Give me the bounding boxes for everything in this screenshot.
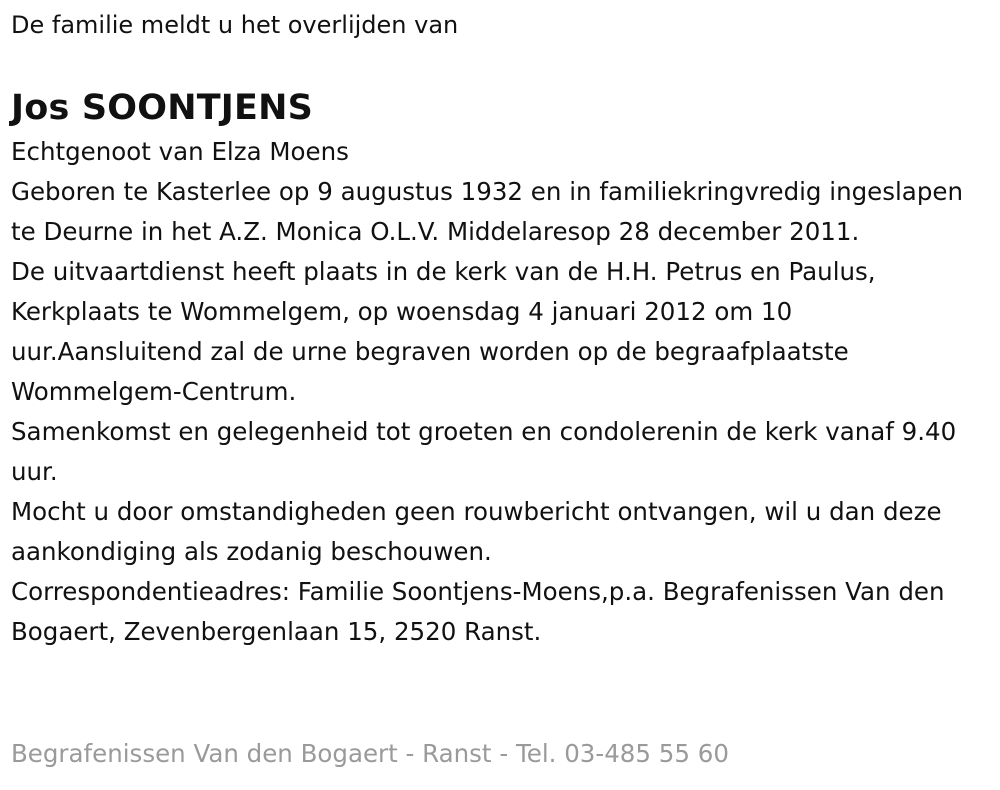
deceased-name: Jos SOONTJENS	[11, 88, 313, 128]
birth-death-paragraph: Geboren te Kasterlee op 9 augustus 1932 en in familiekringvredig ingeslapen te Deurne in het A.Z. Monica O.L.V. Middelaresop 28 december 2011.	[11, 177, 963, 246]
funeral-home-footer: Begrafenissen Van den Bogaert - Ranst - Tel. 03-485 55 60	[11, 739, 729, 768]
spouse-line: Echtgenoot van Elza Moens	[11, 137, 349, 166]
funeral-service-paragraph: De uitvaartdienst heeft plaats in de kerk van de H.H. Petrus en Paulus, Kerkplaats te Wommelgem, op woensdag 4 januari 2012 om 10 uur.Aansluitend zal de urne begraven worden op de begraafplaatste Wommelgem-Centrum.	[11, 257, 876, 406]
notice-paragraph: Mocht u door omstandigheden geen rouwbericht ontvangen, wil u dan deze aankondiging als zodanig beschouwen.	[11, 497, 942, 566]
gathering-paragraph: Samenkomst en gelegenheid tot groeten en condolerenin de kerk vanaf 9.40 uur.	[11, 417, 957, 486]
intro-line: De familie meldt u het overlijden van	[11, 11, 459, 39]
correspondence-address-paragraph: Correspondentieadres: Familie Soontjens-Moens,p.a. Begrafenissen Van den Bogaert, Zevenbergenlaan 15, 2520 Ranst.	[11, 577, 945, 646]
obituary-body	[11, 132, 988, 652]
